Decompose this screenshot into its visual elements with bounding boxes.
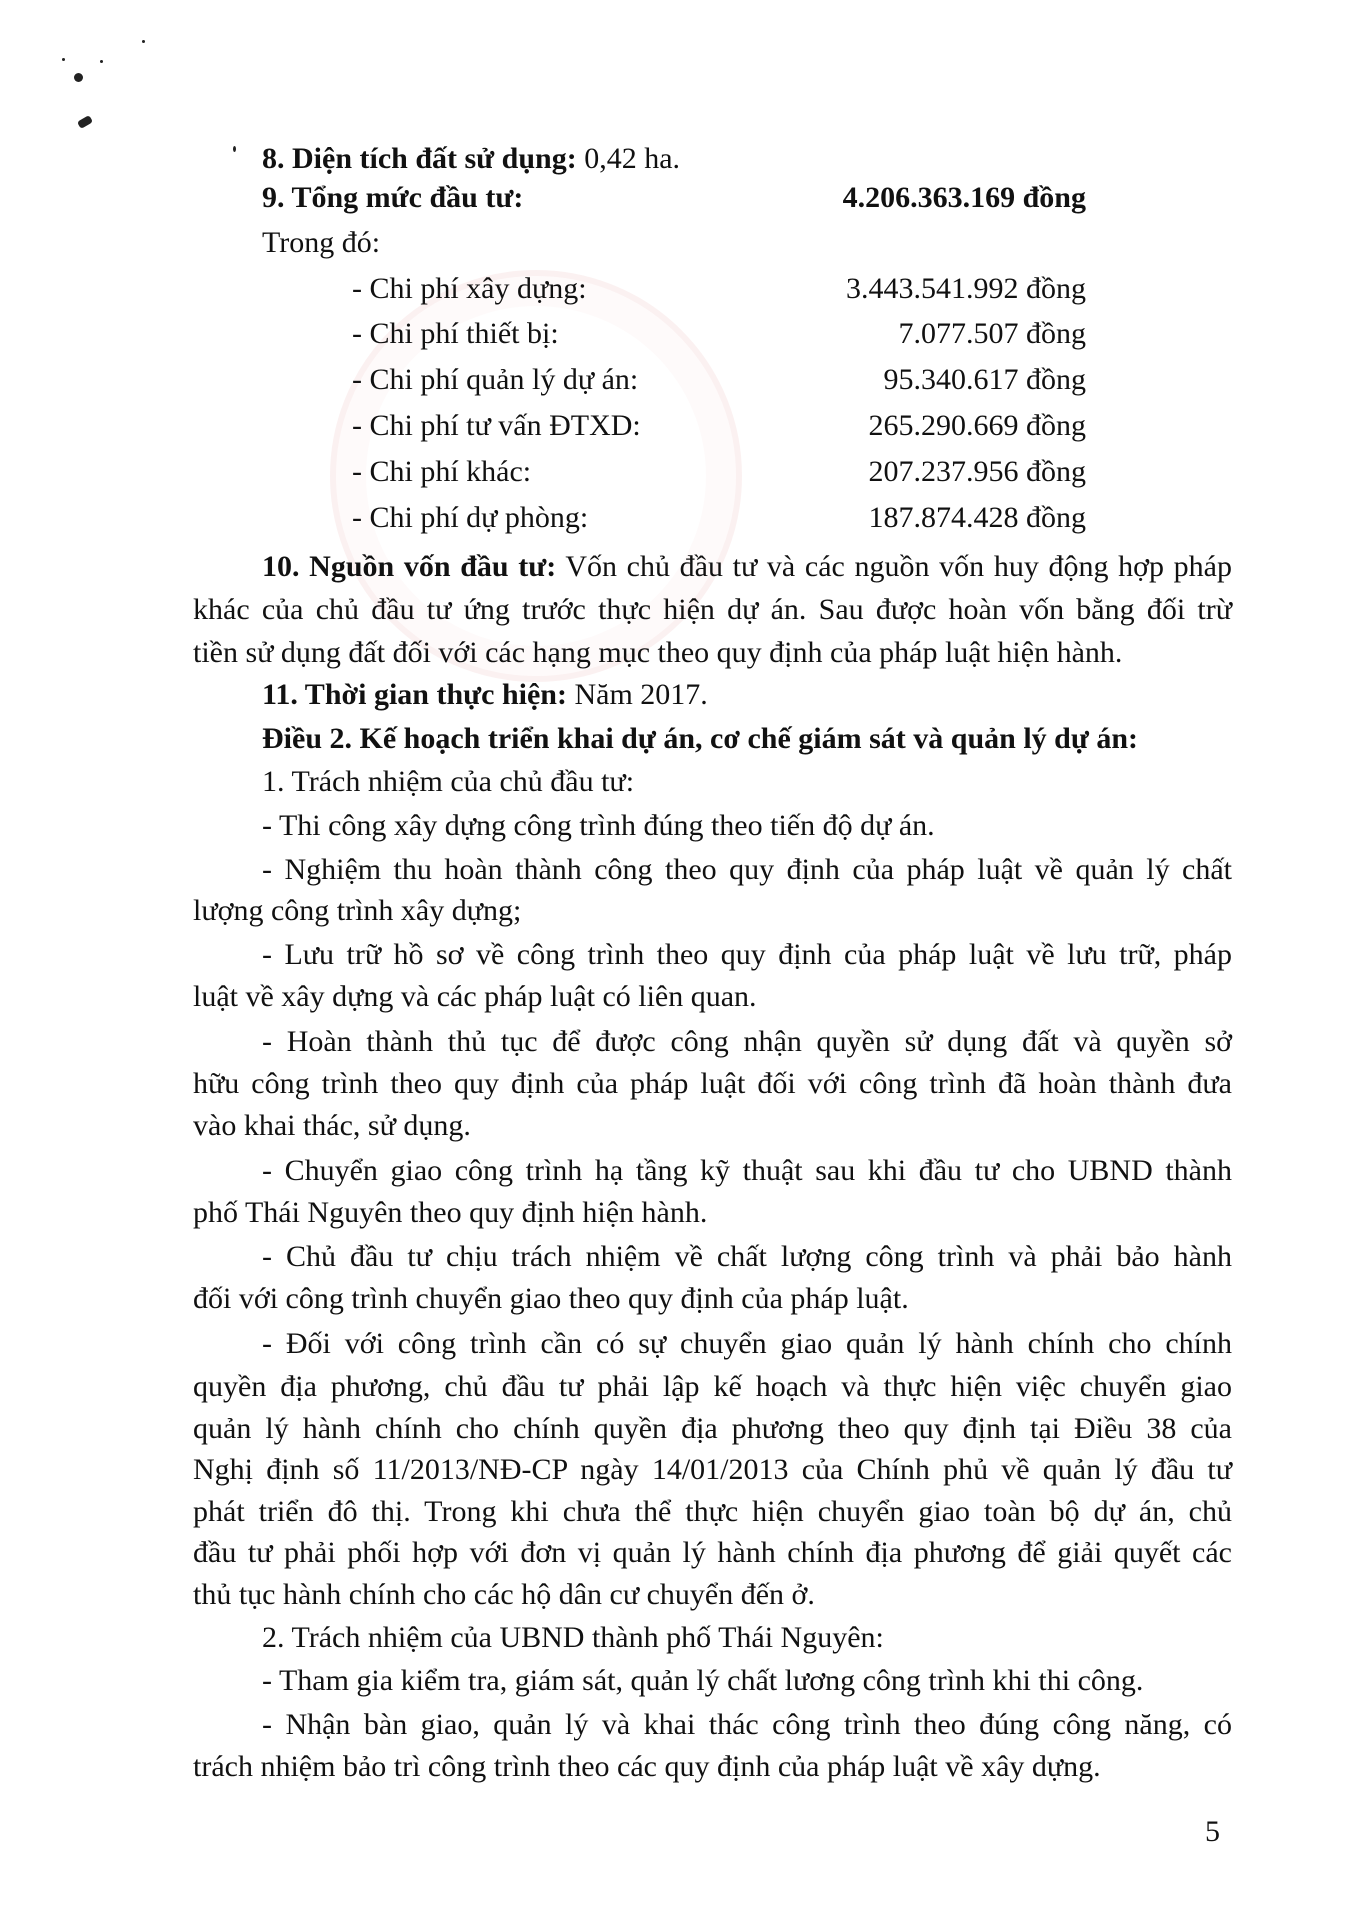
cost-label: - Chi phí xây dựng: [352, 272, 587, 305]
scan-speck [74, 73, 83, 82]
paragraph-line: - Đối với công trình cần có sự chuyển giao quản lý hành chính cho chính [262, 1327, 1232, 1360]
article-2-heading: Điều 2. Kế hoạch triển khai dự án, cơ chế giám sát và quản lý dự án: [262, 722, 1139, 755]
paragraph-line: vào khai thác, sử dụng. [193, 1109, 471, 1142]
cost-amount: 207.237.956 đồng [868, 455, 1086, 488]
paragraph-line: - Hoàn thành thủ tục để được công nhận quyền sử dụng đất và quyền sở [262, 1025, 1232, 1058]
paragraph-line: - Tham gia kiểm tra, giám sát, quản lý chất lương công trình khi thi công. [262, 1664, 1144, 1697]
paragraph-line: phát triển đô thị. Trong khi chưa thể thực hiện chuyển giao toàn bộ dự án, chủ [193, 1495, 1232, 1528]
paragraph-line: - Chủ đầu tư chịu trách nhiệm về chất lượng công trình và phải bảo hành [262, 1240, 1232, 1273]
scan-speck [77, 115, 93, 129]
cost-label: - Chi phí quản lý dự án: [352, 363, 639, 396]
paragraph-line: quản lý hành chính cho chính quyền địa phương theo quy định tại Điều 38 của [193, 1412, 1232, 1445]
item-11-value: Năm 2017. [566, 678, 708, 711]
paragraph-line: phố Thái Nguyên theo quy định hiện hành. [193, 1196, 708, 1229]
paragraph-line: - Chuyển giao công trình hạ tầng kỹ thuật sau khi đầu tư cho UBND thành [262, 1154, 1232, 1187]
cost-amount: 95.340.617 đồng [883, 363, 1086, 396]
cost-label: - Chi phí dự phòng: [352, 501, 589, 534]
paragraph-line: đầu tư phải phối hợp với đơn vị quản lý hành chính địa phương để giải quyết các [193, 1536, 1232, 1569]
item-10-line-2: khác của chủ đầu tư ứng trước thực hiện dự án. Sau được hoàn vốn bằng đối trừ [193, 593, 1232, 626]
breakdown-intro: Trong đó: [262, 226, 381, 259]
item-10-line-1 [262, 549, 1232, 585]
scan-speck [233, 146, 236, 152]
paragraph-line: luật về xây dựng và các pháp luật có liên quan. [193, 980, 757, 1013]
paragraph-line: - Nghiệm thu hoàn thành công theo quy định của pháp luật về quản lý chất [262, 853, 1232, 886]
cost-amount: 7.077.507 đồng [898, 317, 1086, 350]
paragraph-line: trách nhiệm bảo trì công trình theo các quy định của pháp luật về xây dựng. [193, 1750, 1101, 1783]
cost-label: - Chi phí tư vấn ĐTXD: [352, 409, 641, 442]
scan-speck [142, 40, 145, 43]
paragraph-line: - Thi công xây dựng công trình đúng theo tiến độ dự án. [262, 809, 935, 842]
item-11-label: 11. Thời gian thực hiện: [262, 678, 567, 711]
section-2-heading: 2. Trách nhiệm của UBND thành phố Thái Nguyên: [262, 1621, 884, 1654]
item-11-timeline [262, 677, 708, 713]
item-10-label: 10. Nguồn vốn đầu tư: [262, 550, 557, 583]
item-10-text: Vốn chủ đầu tư và các nguồn vốn huy động hợp pháp [556, 550, 1232, 583]
section-1-heading: 1. Trách nhiệm của chủ đầu tư: [262, 765, 635, 798]
item-9-label: 9. Tổng mức đầu tư: [262, 181, 524, 214]
scan-speck [100, 60, 103, 63]
cost-amount: 265.290.669 đồng [868, 409, 1086, 442]
paragraph-line: - Lưu trữ hồ sơ về công trình theo quy định của pháp luật về lưu trữ, pháp [262, 938, 1232, 971]
paragraph-line: đối với công trình chuyển giao theo quy định của pháp luật. [193, 1282, 909, 1315]
total-amount-value: 4.206.363.169 đồng [842, 181, 1086, 214]
scan-speck [62, 58, 65, 61]
paragraph-line: Nghị định số 11/2013/NĐ-CP ngày 14/01/2013 của Chính phủ về quản lý đầu tư [193, 1453, 1232, 1486]
cost-label: - Chi phí thiết bị: [352, 317, 559, 350]
paragraph-line: thủ tục hành chính cho các hộ dân cư chuyển đến ở. [193, 1578, 815, 1611]
item-8-land-area [262, 141, 680, 177]
paragraph-line: - Nhận bàn giao, quản lý và khai thác công trình theo đúng công năng, có [262, 1708, 1232, 1741]
page-number: 5 [1205, 1815, 1220, 1848]
item-9-total-amount [843, 180, 1086, 216]
paragraph-line: hữu công trình theo quy định của pháp luật đối với công trình đã hoàn thành đưa [193, 1067, 1232, 1100]
cost-amount: 187.874.428 đồng [868, 501, 1086, 534]
item-8-value: 0,42 ha. [576, 142, 681, 175]
cost-amount: 3.443.541.992 đồng [846, 272, 1086, 305]
item-8-label: 8. Diện tích đất sử dụng: [262, 142, 577, 175]
paragraph-line: quyền địa phương, chủ đầu tư phải lập kế hoạch và thực hiện việc chuyển giao [193, 1370, 1232, 1403]
paragraph-line: lượng công trình xây dựng; [193, 894, 522, 927]
cost-label: - Chi phí khác: [352, 455, 532, 488]
item-10-line-3: tiền sử dụng đất đối với các hạng mục theo quy định của pháp luật hiện hành. [193, 636, 1123, 669]
